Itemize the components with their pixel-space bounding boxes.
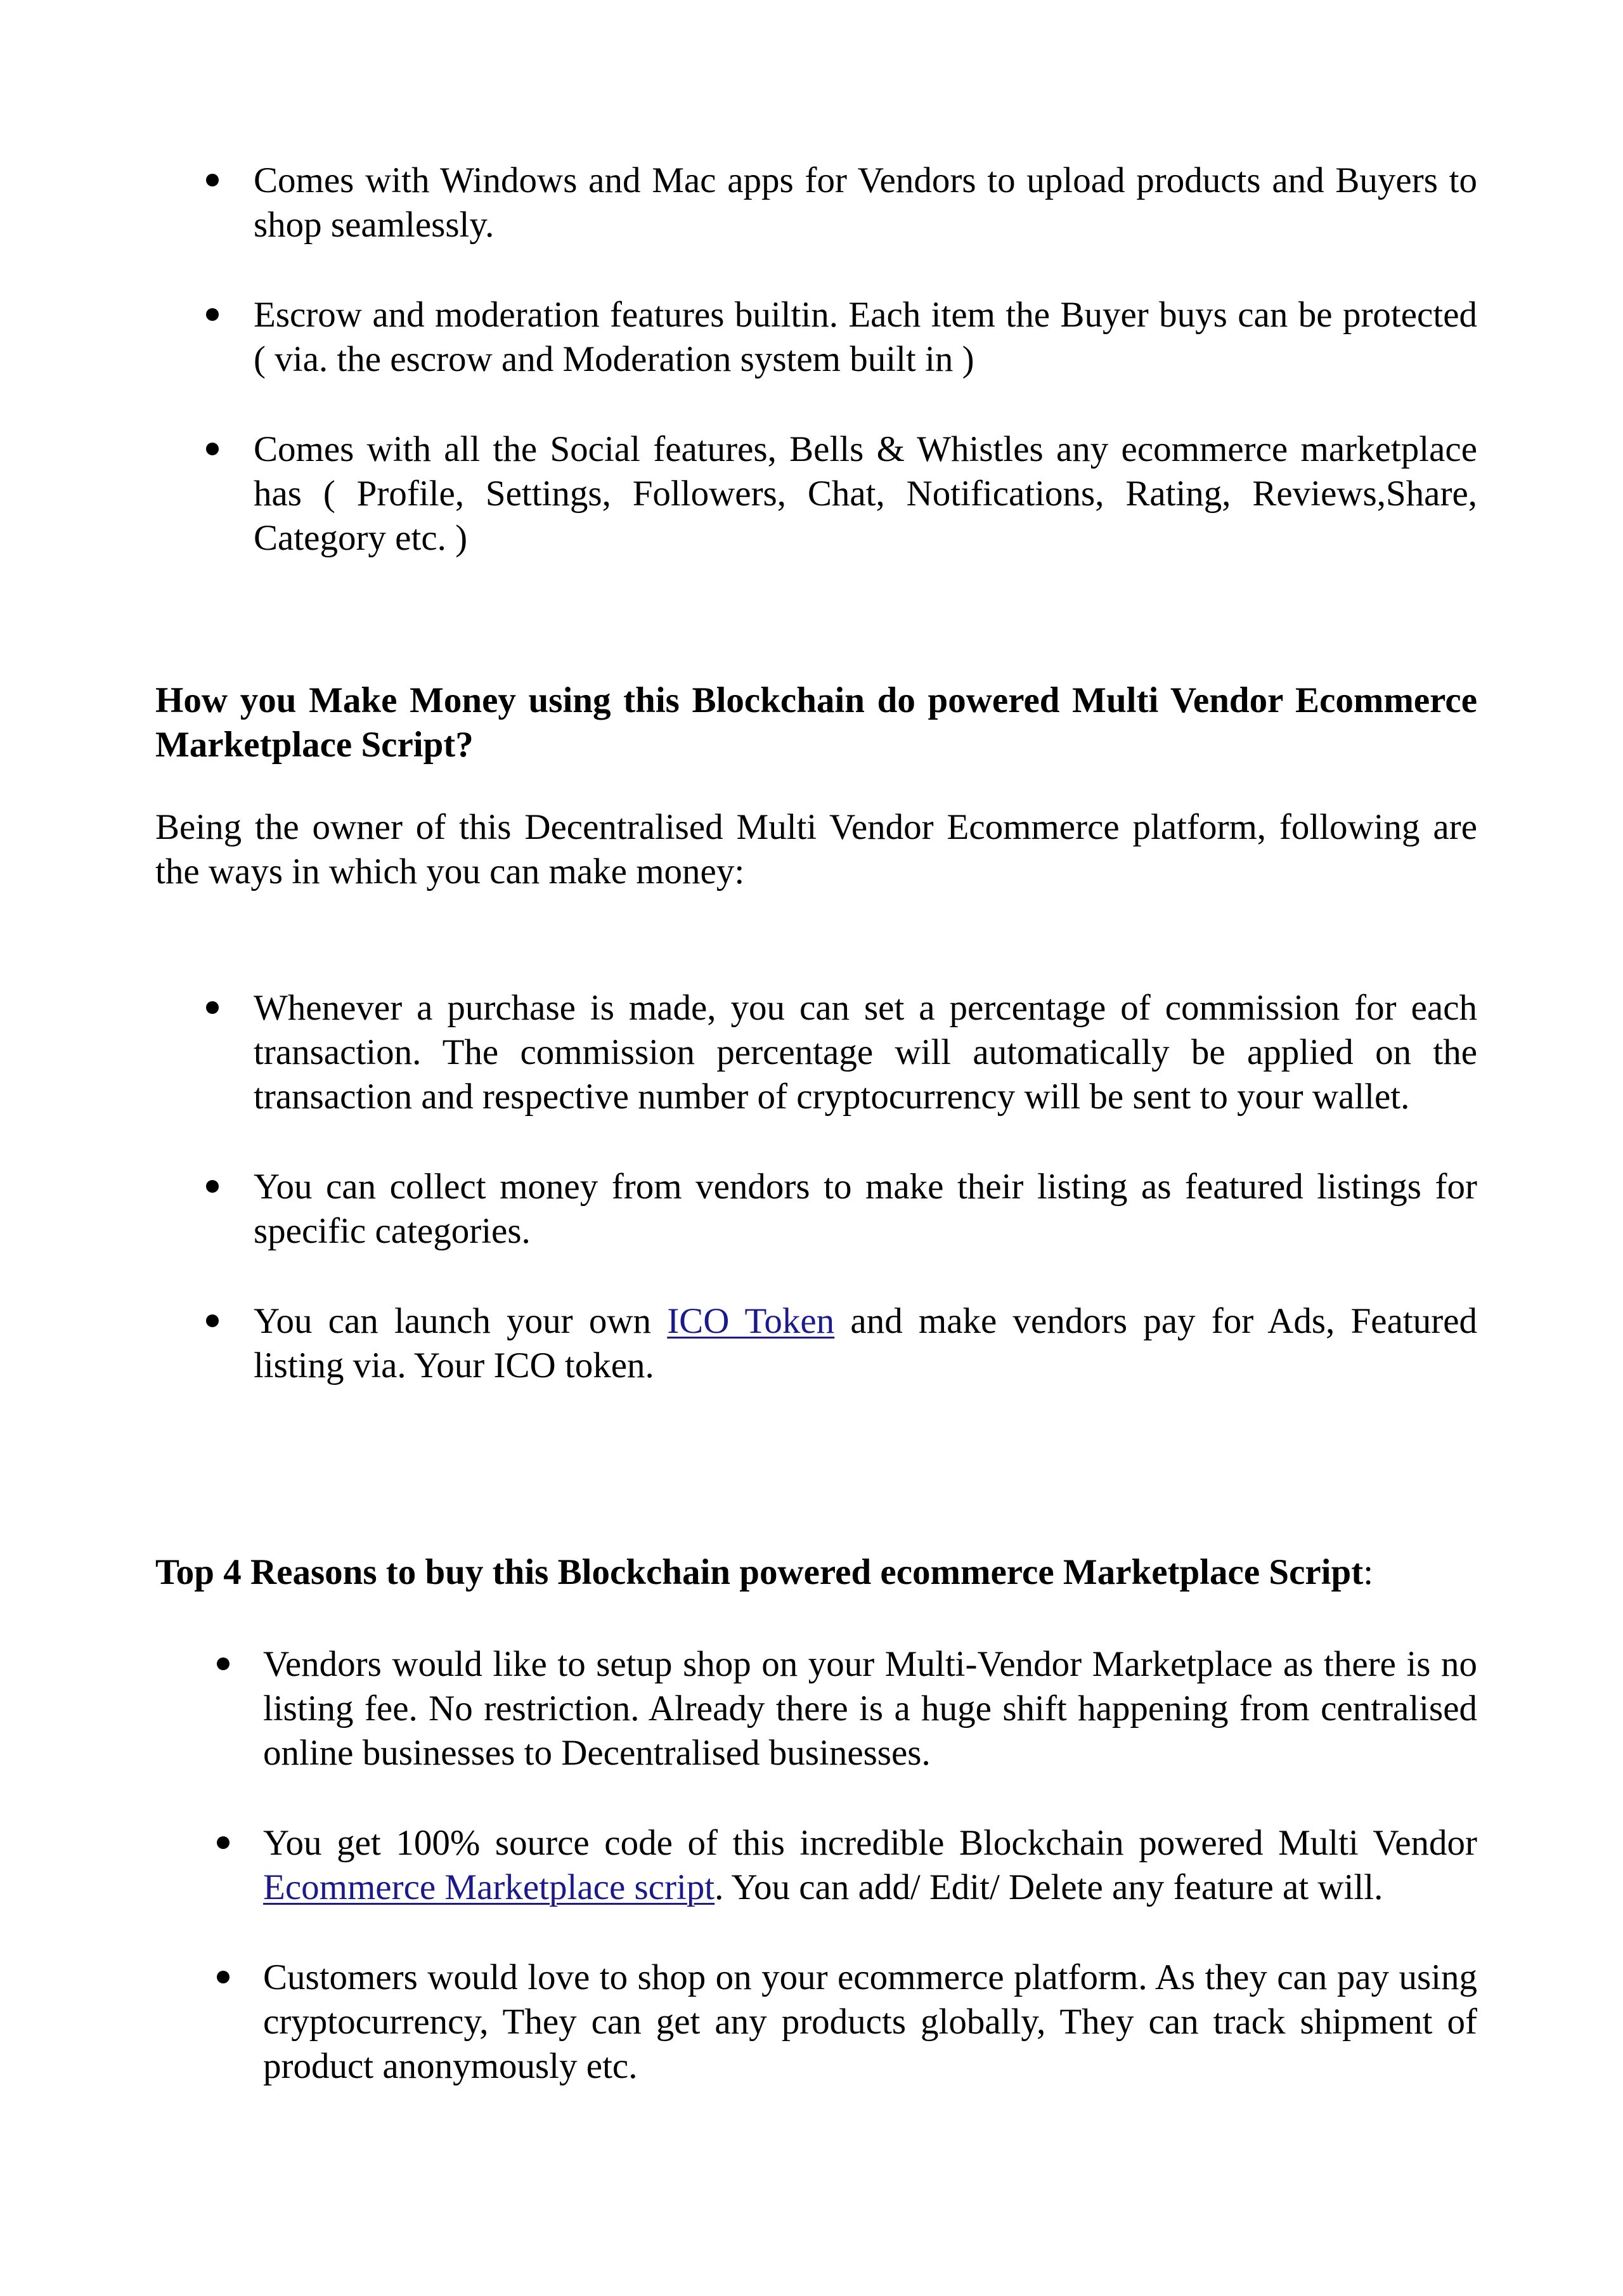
bullet-icon (206, 1314, 219, 1327)
list-item-text: Comes with Windows and Mac apps for Vendors to upload products and Buyers to shop seamlessly. (254, 160, 1477, 245)
list-item (155, 1299, 1477, 1388)
money-heading-block (155, 678, 1477, 767)
list-item-text: You can collect money from vendors to make their listing as featured listings for specific categories. (254, 1167, 1477, 1251)
money-intro-block (155, 805, 1477, 894)
section-heading-reasons (155, 1550, 1477, 1595)
list-item-text-before: You get 100% source code of this incredible Blockchain powered Multi Vendor (263, 1823, 1477, 1863)
bullet-icon (217, 1971, 230, 1983)
list-item (155, 293, 1477, 382)
list-item (155, 427, 1477, 561)
bullet-icon (217, 1657, 230, 1670)
list-item-text: Vendors would like to setup shop on your Multi-Vendor Marketplace as there is no listing fee. No restriction. Already there is a huge shift happening from centralised online businesses to Decentralised businesses. (263, 1644, 1477, 1773)
reasons-list-block (155, 1642, 1477, 2089)
money-list-block (155, 986, 1477, 1388)
bullet-icon (206, 1001, 219, 1014)
list-item (155, 1165, 1477, 1254)
list-item-text-before: You can launch your own (254, 1301, 668, 1341)
bullet-icon (206, 443, 219, 455)
list-item-text: Whenever a purchase is made, you can set a percentage of commission for each transaction. The commission percentage will automatically be applied on the transaction and respective number of cryptocurrency will be sent to your wallet. (254, 988, 1477, 1117)
list-item-text-after: . You can add/ Edit/ Delete any feature at will. (715, 1867, 1383, 1907)
money-list (155, 986, 1477, 1388)
list-item-text-after: and make vendors pay for Ads, Featured listing via. Your ICO token. (254, 1301, 1477, 1385)
ecommerce-marketplace-script-link[interactable]: Ecommerce Marketplace script (263, 1867, 715, 1907)
list-item (155, 1642, 1477, 1775)
bullet-icon (206, 1180, 219, 1193)
list-item (155, 986, 1477, 1119)
list-item-text: Escrow and moderation features builtin. Each item the Buyer buys can be protected ( via. the escrow and Moderation system built in ) (254, 295, 1477, 379)
bullet-icon (206, 174, 219, 186)
reasons-heading-block (155, 1550, 1477, 1595)
section-heading-money: How you Make Money using this Blockchain do powered Multi Vendor Ecommerce Marketplace Script? (155, 680, 1477, 765)
list-item (155, 159, 1477, 247)
ico-token-link[interactable]: ICO Token (667, 1301, 835, 1341)
list-item-text: Customers would love to shop on your ecommerce platform. As they can pay using cryptocurrency, They can get any products globally, They can track shipment of product anonymously etc. (263, 1957, 1477, 2086)
feature-list (155, 159, 1477, 561)
list-item-text: Comes with all the Social features, Bells & Whistles any ecommerce marketplace has ( Profile, Settings, Followers, Chat, Notifications, Rating, Reviews,Share, Category etc. ) (254, 429, 1477, 558)
reasons-list (155, 1642, 1477, 2089)
list-item (155, 1821, 1477, 1910)
money-intro-paragraph: Being the owner of this Decentralised Multi Vendor Ecommerce platform, following are the ways in which you can make money: (155, 807, 1477, 892)
list-item (155, 1955, 1477, 2089)
reasons-heading-text: Top 4 Reasons to buy this Blockchain powered ecommerce Marketplace Script (155, 1552, 1364, 1592)
reasons-heading-suffix: : (1363, 1552, 1374, 1592)
bullet-icon (217, 1836, 230, 1849)
bullet-icon (206, 308, 219, 321)
feature-list-block (155, 159, 1477, 561)
